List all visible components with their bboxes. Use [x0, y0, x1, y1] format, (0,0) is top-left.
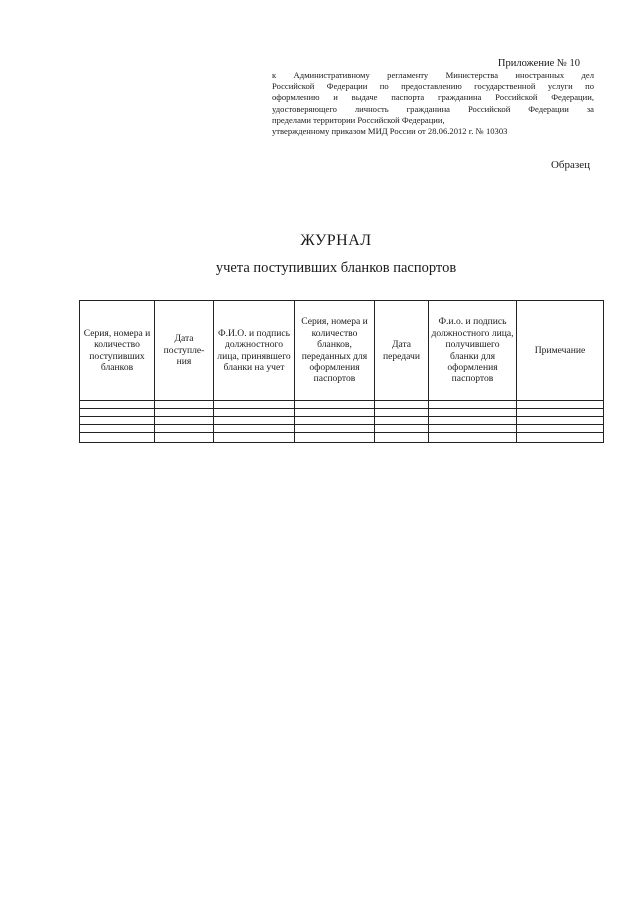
- column-header-recipient-name: [429, 301, 517, 401]
- column-header-blank-series: [80, 301, 155, 401]
- table-cell: [517, 409, 604, 417]
- table-cell: [155, 409, 214, 417]
- table-row: [80, 433, 604, 443]
- table-row: [80, 401, 604, 409]
- appendix-line: оформлению и выдаче паспорта гражданина Российской Федерации,: [272, 92, 594, 103]
- appendix-line: удостоверяющего личность гражданина Российской Федерации за: [272, 103, 594, 114]
- column-header-note: [517, 301, 604, 401]
- table-cell: [295, 433, 375, 443]
- column-header-transfer-date: [375, 301, 429, 401]
- document-subtitle: учета поступивших бланков паспортов: [215, 260, 457, 276]
- column-header-label: Примечание: [534, 344, 586, 356]
- table-cell: [429, 409, 517, 417]
- table-cell: [155, 433, 214, 443]
- table-cell: [80, 409, 155, 417]
- column-header-label: Серия, номера и количество поступивших бланков: [83, 327, 151, 373]
- table-row: [80, 425, 604, 433]
- column-header-receiver-name: [214, 301, 295, 401]
- table-cell: [429, 417, 517, 425]
- appendix-line: пределами территории Российской Федерации,: [272, 114, 445, 125]
- appendix-line: к Административному регламенту Министерства иностранных дел: [272, 70, 594, 80]
- column-header-label: Ф.И.О. и подпись должностного лица, принявшего бланки на учет: [217, 327, 291, 373]
- table-row: [80, 409, 604, 417]
- table-cell: [80, 401, 155, 409]
- appendix-line: Российской Федерации по предоставлению государственной услуги по: [272, 81, 594, 92]
- table-cell: [295, 425, 375, 433]
- column-header-transferred-blanks: [295, 301, 375, 401]
- table-cell: [214, 433, 295, 443]
- table-cell: [214, 417, 295, 425]
- register-table: [79, 300, 604, 443]
- column-header-label: Серия, номера и количество бланков, переданных для оформления паспортов: [301, 316, 368, 385]
- table-cell: [375, 401, 429, 409]
- appendix-reference-text: [272, 70, 594, 137]
- table-cell: [517, 425, 604, 433]
- sample-label: Образец: [550, 159, 590, 171]
- table-cell: [429, 425, 517, 433]
- table-cell: [295, 401, 375, 409]
- table-row: [80, 417, 604, 425]
- table-cell: [295, 417, 375, 425]
- column-header-label: Дата поступле-ния: [163, 333, 205, 368]
- table-cell: [155, 425, 214, 433]
- table-header-row: [80, 301, 604, 401]
- table-cell: [214, 409, 295, 417]
- document-title: ЖУРНАЛ: [300, 232, 372, 249]
- table-cell: [429, 433, 517, 443]
- appendix-line: утвержденному приказом МИД России от 28.06.2012 г. № 10303: [272, 126, 508, 137]
- table-cell: [155, 401, 214, 409]
- table-cell: [517, 433, 604, 443]
- column-header-label: Дата передачи: [382, 339, 421, 362]
- column-header-label: Ф.и.о. и подпись должностного лица, получившего бланки для оформления паспортов: [431, 316, 514, 385]
- appendix-title: Приложение № 10: [497, 58, 580, 69]
- table-cell: [429, 401, 517, 409]
- table-cell: [517, 417, 604, 425]
- column-header-receipt-date: [155, 301, 214, 401]
- table-cell: [155, 417, 214, 425]
- table-cell: [214, 425, 295, 433]
- table-cell: [80, 425, 155, 433]
- table-cell: [517, 401, 604, 409]
- table-cell: [80, 417, 155, 425]
- table-cell: [375, 409, 429, 417]
- table-cell: [295, 409, 375, 417]
- table-cell: [375, 425, 429, 433]
- table-cell: [375, 433, 429, 443]
- table-cell: [214, 401, 295, 409]
- table-cell: [375, 417, 429, 425]
- table-cell: [80, 433, 155, 443]
